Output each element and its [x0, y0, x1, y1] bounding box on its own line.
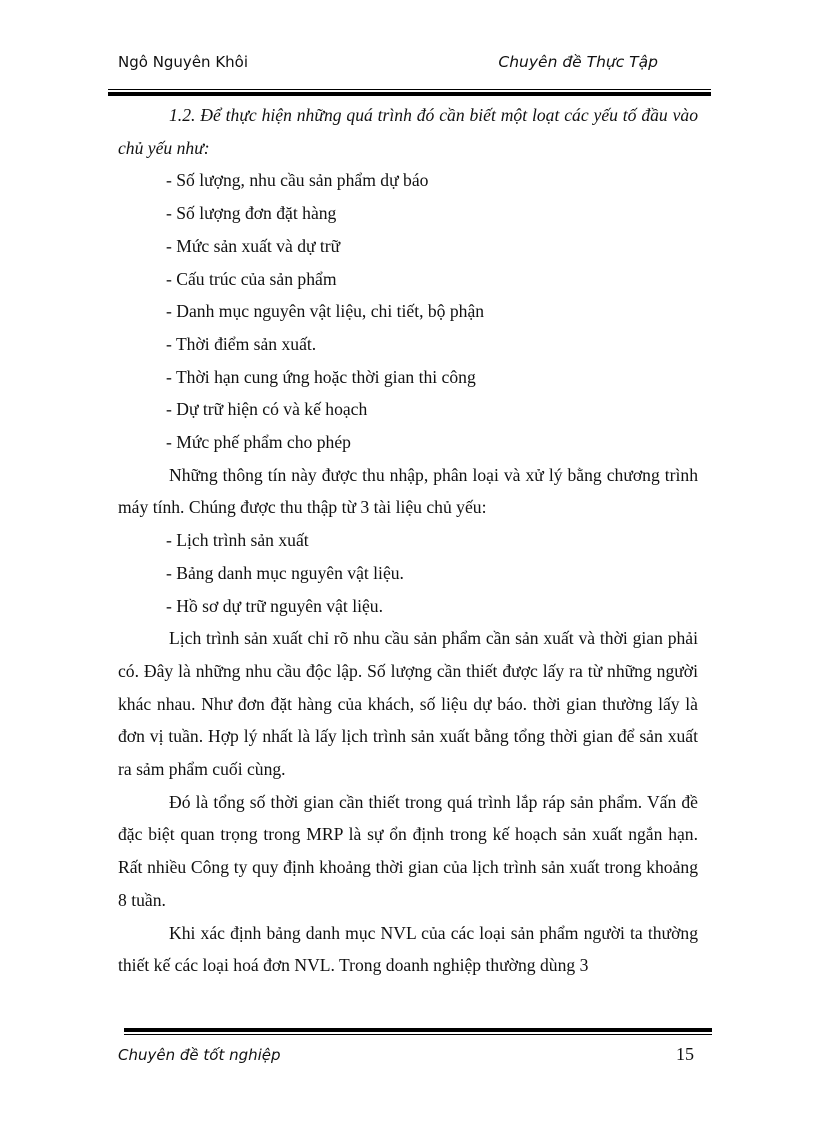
header-title: Chuyên đề Thực Tập [498, 53, 658, 71]
sources-list [118, 524, 698, 622]
footer-rule-thin [124, 1034, 712, 1035]
page-body [118, 99, 698, 982]
list-item: - Số lượng đơn đặt hàng [166, 203, 337, 224]
list-item: - Cấu trúc của sản phẩm [166, 268, 337, 289]
paragraph: Khi xác định bảng danh mục NVL của các loại sản phẩm người ta thường thiết kế các loại hoá đơn NVL. Trong doanh nghiệp thường dùng 3 [118, 922, 698, 976]
header-author: Ngô Nguyên Khôi [118, 53, 249, 71]
paragraph: Những thông tín này được thu nhập, phân loại và xử lý bằng chương trình máy tính. Chúng được thu thập từ 3 tài liệu chủ yếu: [118, 464, 698, 518]
list-item: - Hồ sơ dự trữ nguyên vật liệu. [166, 595, 383, 616]
list-item: - Danh mục nguyên vật liệu, chi tiết, bộ phận [166, 301, 485, 322]
list-item: - Bảng danh mục nguyên vật liệu. [166, 562, 404, 583]
list-item: - Lịch trình sản xuất [166, 530, 309, 551]
list-item: - Mức phế phẩm cho phép [166, 432, 351, 453]
header-rule-thin [108, 89, 711, 90]
page-number: 15 [676, 1044, 694, 1064]
footer-rule-thick [124, 1028, 712, 1032]
paragraph: Lịch trình sản xuất chỉ rõ nhu cầu sản phẩm cần sản xuất và thời gian phải có. Đây là những nhu cầu độc lập. Số lượng cần thiết được lấy ra từ những người khác nhau. Như đơn đặt hàng của khách, số liệu dự báo. thời gian thường lấy là đơn vị tuần. Hợp lý nhất là lấy lịch trình sản xuất bằng tổng thời gian để sản xuất ra sảm phẩm cuối cùng. [118, 628, 698, 780]
page-header [118, 50, 712, 90]
list-item: - Thời điểm sản xuất. [166, 333, 317, 354]
list-item: - Mức sản xuất và dự trữ [166, 235, 341, 256]
list-item: - Số lượng, nhu cầu sản phẩm dự báo [166, 170, 429, 191]
inputs-list [118, 164, 698, 458]
list-item: - Dự trữ hiện có và kế hoạch [166, 399, 368, 420]
paragraph: Đó là tổng số thời gian cần thiết trong quá trình lắp ráp sản phẩm. Vấn đề đặc biệt quan trọng trong MRP là sự ổn định trong kế hoạch sản xuất ngắn hạn. Rất nhiều Công ty quy định khoảng thời gian của lịch trình sản xuất trong khoảng 8 tuần. [118, 791, 698, 910]
list-item: - Thời hạn cung ứng hoặc thời gian thi công [166, 366, 476, 387]
footer-label: Chuyên đề tốt nghiệp [118, 1046, 281, 1064]
section-heading: 1.2. Để thực hiện những quá trình đó cần biết một loạt các yếu tố đầu vào chủ yếu như: [118, 105, 698, 158]
header-rule-thick [108, 92, 711, 96]
